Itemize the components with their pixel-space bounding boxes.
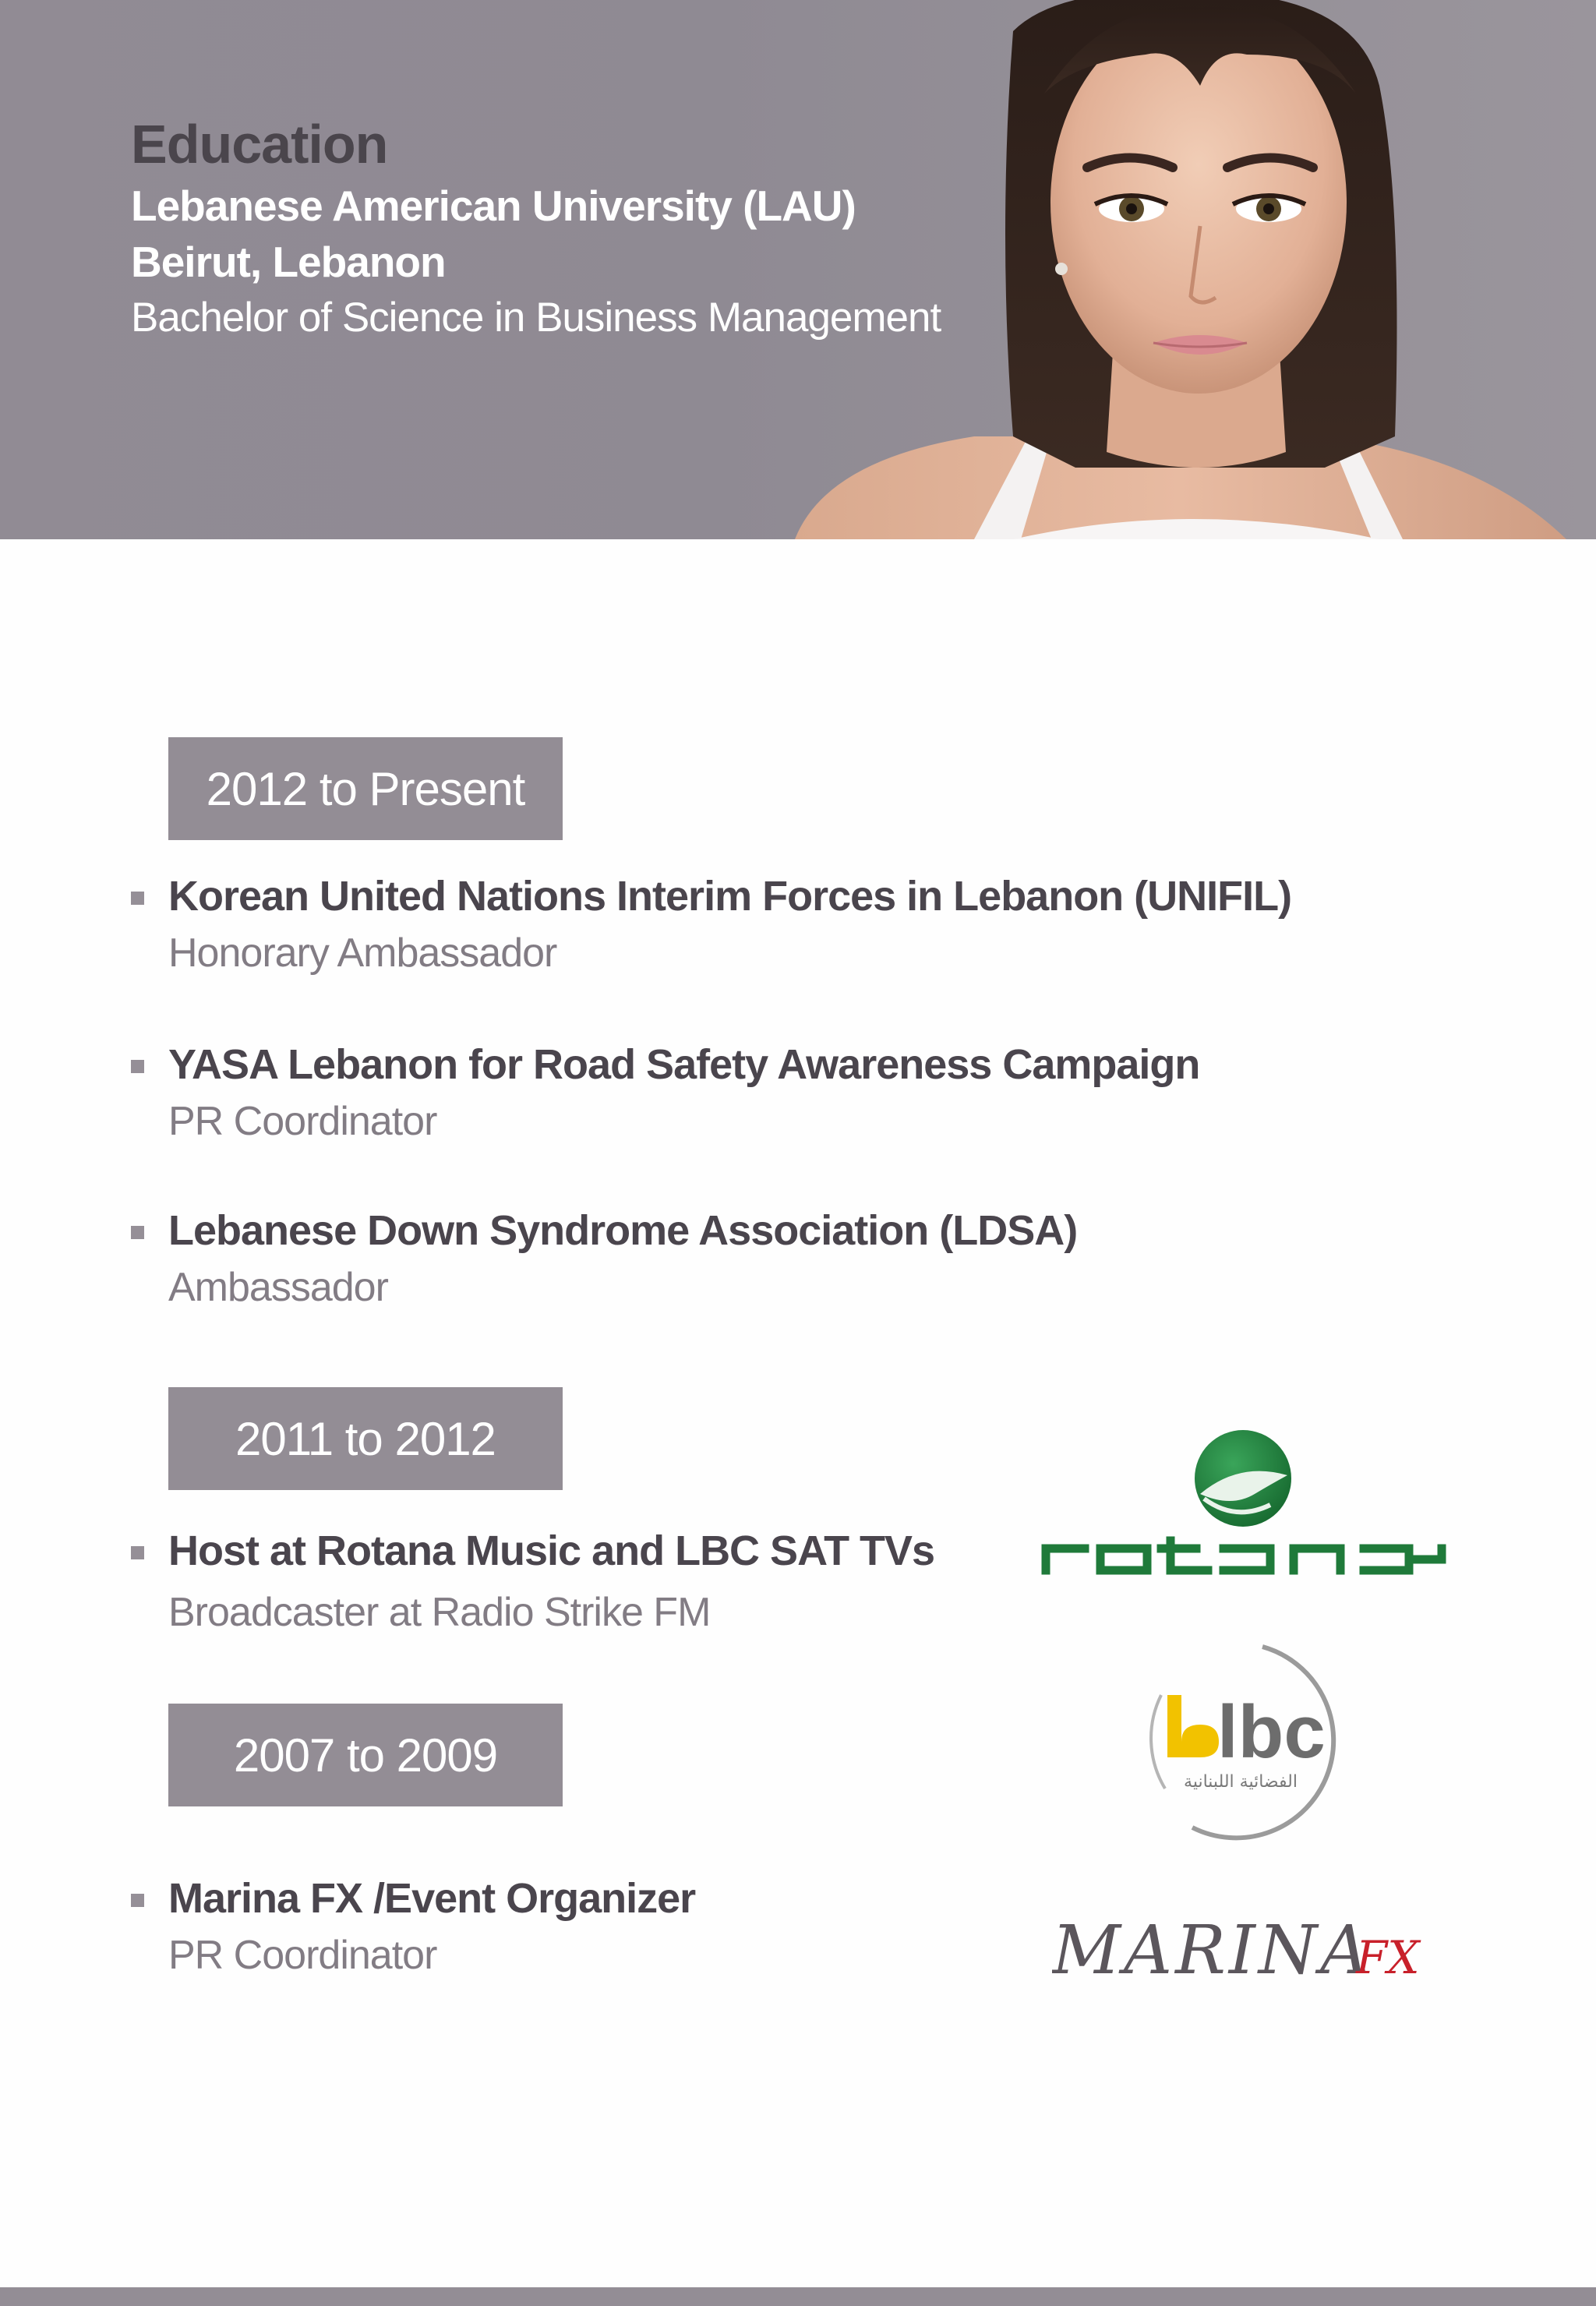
entry-role: PR Coordinator xyxy=(168,1099,437,1144)
bullet-icon xyxy=(131,1226,144,1239)
education-heading: Education xyxy=(131,114,388,175)
entry-title: Marina FX /Event Organizer xyxy=(168,1875,696,1922)
entry-title: Lebanese Down Syndrome Association (LDSA) xyxy=(168,1207,1078,1254)
period-tag-2012-present: 2012 to Present xyxy=(168,737,563,840)
period-tag-2007-2009: 2007 to 2009 xyxy=(168,1704,563,1806)
marina-wordmark: MARINA xyxy=(1052,1912,1372,1987)
entry-title: Host at Rotana Music and LBC SAT TVs xyxy=(168,1527,935,1574)
bullet-icon xyxy=(131,1894,144,1907)
entry-title: YASA Lebanon for Road Safety Awareness Campaign xyxy=(168,1041,1200,1088)
education-city: Beirut, Lebanon xyxy=(131,238,446,286)
fx-wordmark: FX xyxy=(1356,1931,1420,1984)
period-tag-2011-2012: 2011 to 2012 xyxy=(168,1387,563,1490)
entry-title: Korean United Nations Interim Forces in Lebanon (UNIFIL) xyxy=(168,873,1292,920)
bullet-icon xyxy=(131,892,144,905)
entry-role: Ambassador xyxy=(168,1265,388,1310)
header-banner xyxy=(0,0,1596,539)
rotana-logo xyxy=(1036,1430,1449,1578)
entry-role: Honorary Ambassador xyxy=(168,931,557,976)
entry-role: Broadcaster at Radio Strike FM xyxy=(168,1590,711,1635)
education-degree: Bachelor of Science in Business Management xyxy=(131,295,941,341)
education-school: Lebanese American University (LAU) xyxy=(131,182,856,230)
lbc-wordmark: lbc xyxy=(1217,1690,1326,1774)
portrait-photo xyxy=(779,0,1596,539)
lbc-logo xyxy=(1138,1640,1348,1843)
footer-bar xyxy=(0,2287,1596,2306)
bullet-icon xyxy=(131,1546,144,1559)
lbc-arabic-text: الفضائية اللبنانية xyxy=(1184,1772,1298,1792)
marina-fx-logo xyxy=(1052,1902,1426,1987)
entry-role: PR Coordinator xyxy=(168,1933,437,1978)
bullet-icon xyxy=(131,1060,144,1073)
